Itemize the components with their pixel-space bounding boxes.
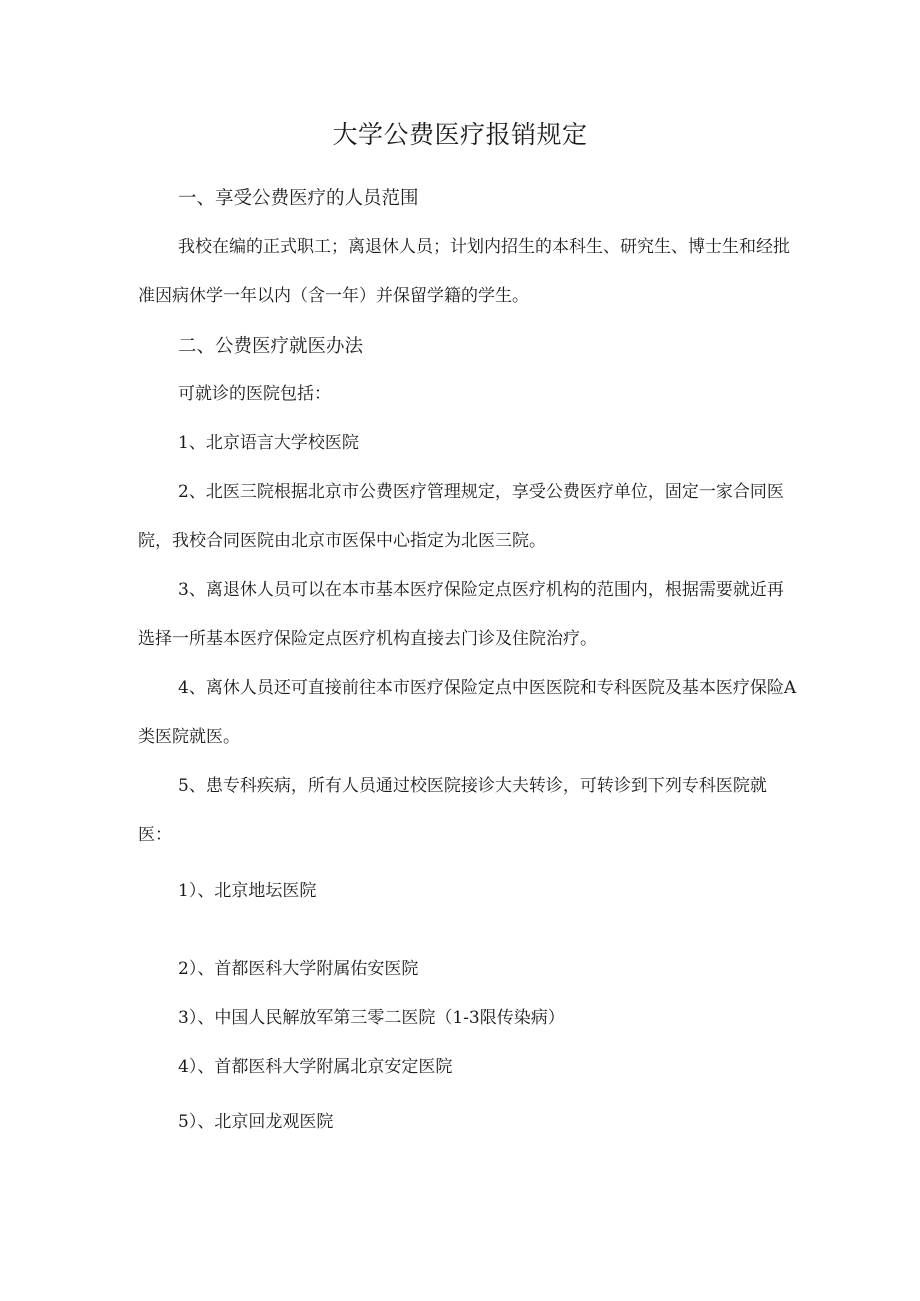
document-title: 大学公费医疗报销规定	[332, 120, 588, 149]
hospital-list-item: 2）、首都医科大学附属佑安医院	[178, 959, 419, 979]
list-item: 1、北京语言大学校医院	[178, 433, 359, 453]
section-1-paragraph: 我校在编的正式职工；离退休人员；计划内招生的本科生、研究生、博士生和经批准因病休学一年以内（含一年）并保留学籍的学生。	[138, 237, 790, 306]
list-item: 2、北医三院根据北京市公费医疗管理规定，享受公费医疗单位，固定一家合同医院，我校合同医院由北京市医保中心指定为北医三院。	[138, 482, 784, 551]
hospital-list-item: 3）、中国人民解放军第三零二医院（1-3限传染病）	[178, 1008, 565, 1028]
hospital-list-item: 5）、北京回龙观医院	[178, 1112, 334, 1132]
hospital-list-item: 1）、北京地坛医院	[178, 881, 317, 901]
hospital-intro: 可就诊的医院包括：	[178, 384, 331, 404]
list-item: 5、患专科疾病，所有人员通过校医院接诊大夫转诊，可转诊到下列专科医院就医：	[138, 776, 767, 845]
list-item: 4、离休人员还可直接前往本市医疗保险定点中医医院和专科医院及基本医疗保险A类医院就医。	[138, 678, 797, 747]
section-2-heading: 二、公费医疗就医办法	[178, 336, 364, 357]
section-1-heading: 一、享受公费医疗的人员范围	[178, 188, 419, 209]
list-item: 3、离退休人员可以在本市基本医疗保险定点医疗机构的范围内，根据需要就近再选择一所基本医疗保险定点医疗机构直接去门诊及住院治疗。	[138, 580, 784, 649]
hospital-list-item: 4）、首都医科大学附属北京安定医院	[178, 1057, 453, 1077]
